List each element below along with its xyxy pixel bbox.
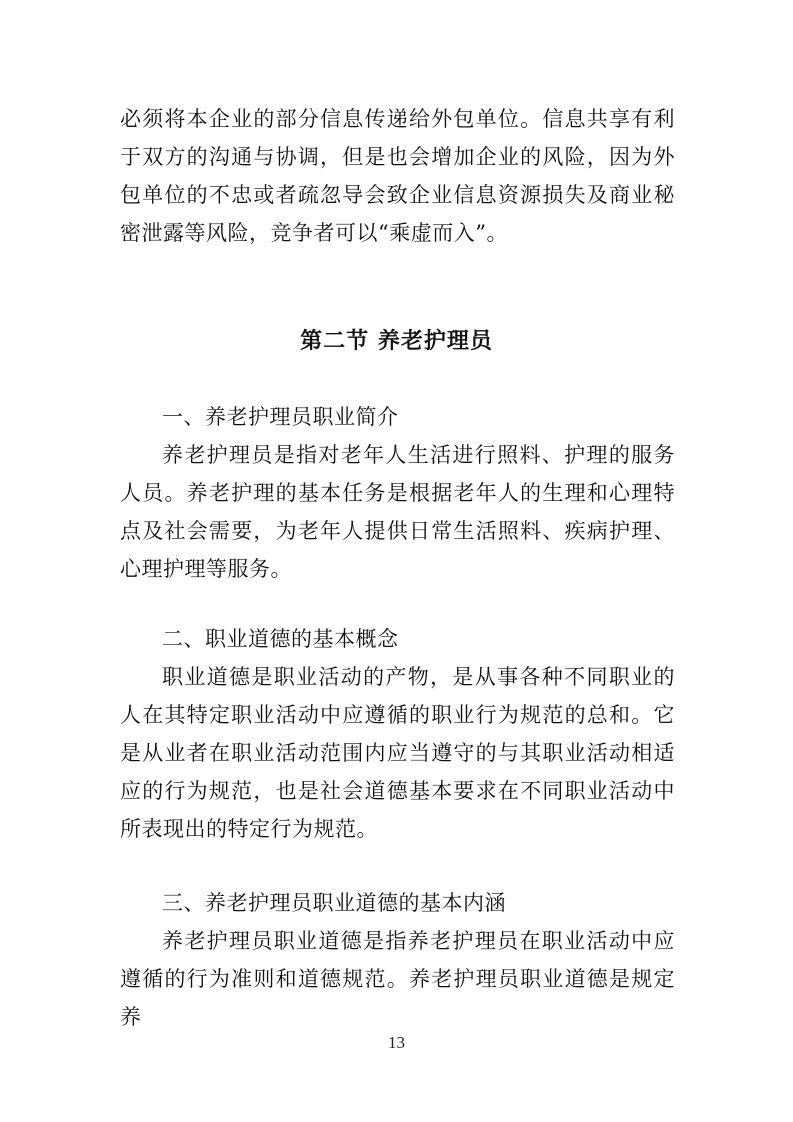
- subsection-heading-3: 三、养老护理员职业道德的基本内涵: [162, 891, 506, 915]
- subsection-body-2: 职业道德是职业活动的产物，是从事各种不同职业的人在其特定职业活动中应遵循的职业行为规范的总和。它是从业者在职业活动范围内应当遵守的与其职业活动相适应的行为规范，也是社会道德基本要求在不同职业活动中所表现出的特定行为规范。: [120, 665, 675, 841]
- section-title: 第二节 养老护理员: [300, 329, 493, 354]
- intro-paragraph: 必须将本企业的部分信息传递给外包单位。信息共享有利于双方的沟通与协调，但是也会增加企业的风险，因为外包单位的不忠或者疏忽导会致企业信息资源损失及商业秘密泄露等风险，竞争者可以“乘虚而入”。: [120, 107, 675, 245]
- subsection-body-1: 养老护理员是指对老年人生活进行照料、护理的服务人员。养老护理的基本任务是根据老年人的生理和心理特点及社会需要，为老年人提供日常生活照料、疾病护理、心理护理等服务。: [120, 443, 675, 581]
- subsection-body-3: 养老护理员职业道德是指养老护理员在职业活动中应遵循的行为准则和道德规范。养老护理员职业道德是规定养: [120, 929, 675, 1029]
- subsection-heading-2: 二、职业道德的基本概念: [162, 627, 399, 651]
- page-number: 13: [388, 1033, 405, 1052]
- subsection-heading-1: 一、养老护理员职业简介: [162, 405, 399, 429]
